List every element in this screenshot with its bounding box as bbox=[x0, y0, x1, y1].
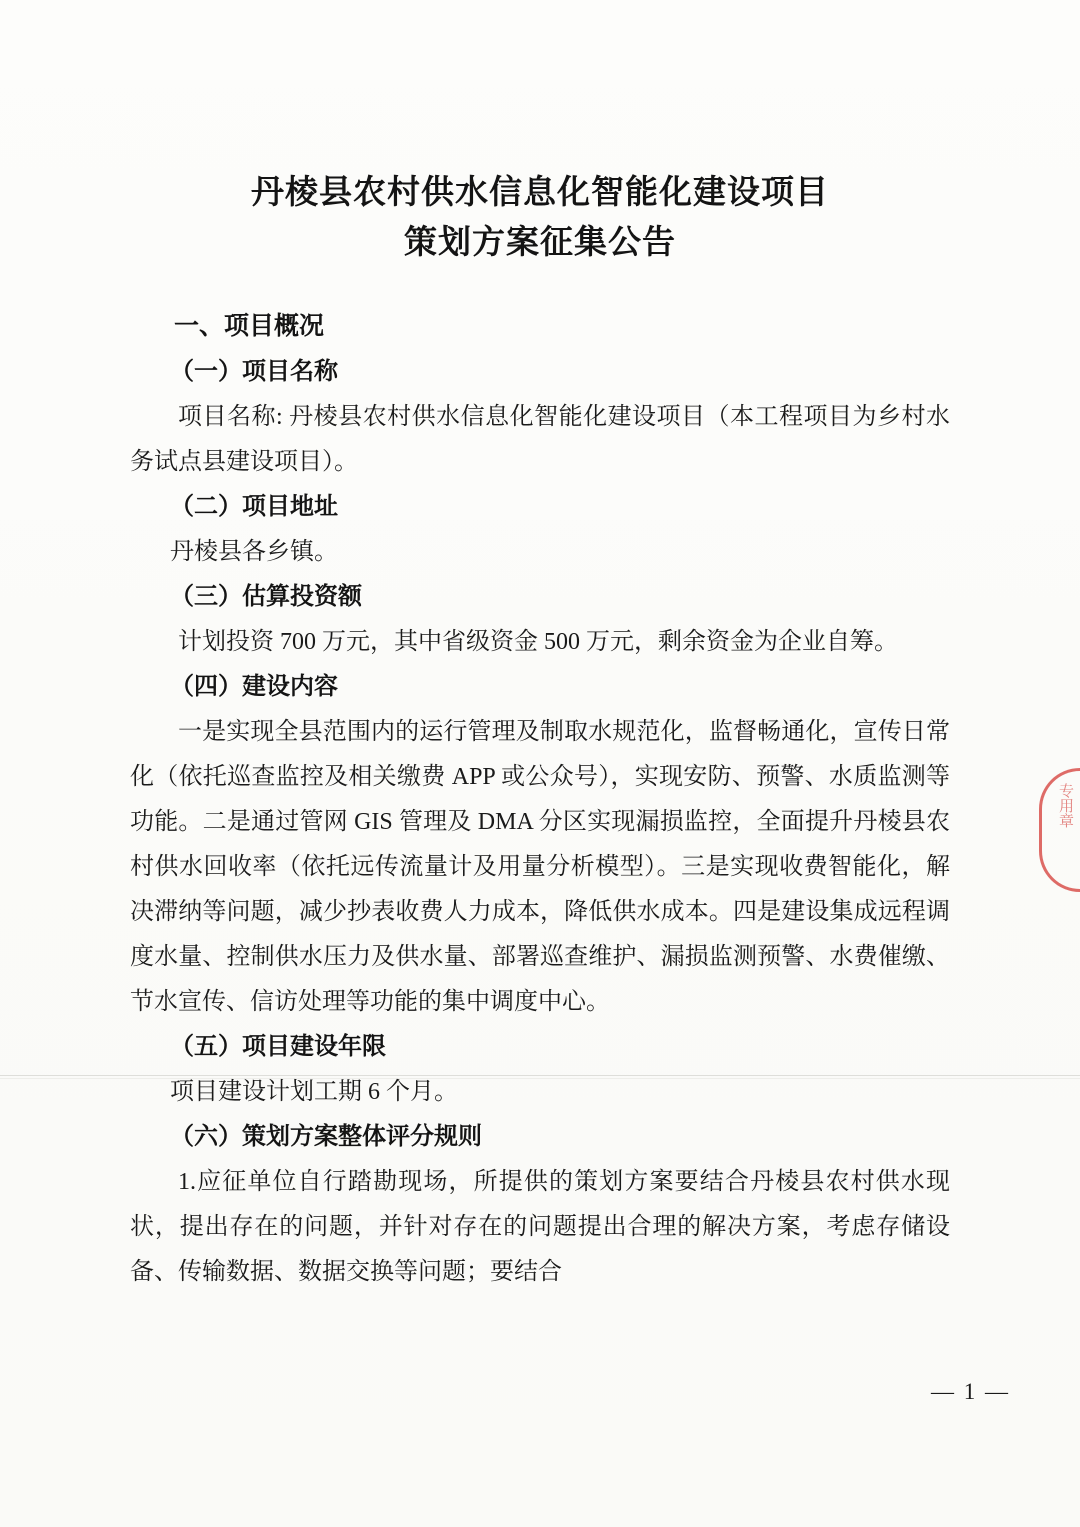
document-title-line-1: 丹棱县农村供水信息化智能化建设项目 bbox=[251, 175, 829, 211]
document-title bbox=[130, 0, 950, 268]
paragraph-project-name: 项目名称: 丹棱县农村供水信息化智能化建设项目（本工程项目为乡村水务试点县建设项目）。 bbox=[130, 404, 950, 475]
paragraph-scoring-rules: 1.应征单位自行踏勘现场，所提供的策划方案要结合丹棱县农村供水现状，提出存在的问题，并针对存在的问题提出合理的解决方案，考虑存储设备、传输数据、数据交换等问题；要结合 bbox=[130, 1169, 950, 1285]
subsection-heading-construction-period: （五）项目建设年限 bbox=[170, 1034, 386, 1060]
subsection-heading-investment-estimate: （三）估算投资额 bbox=[170, 584, 362, 610]
paragraph-investment-estimate: 计划投资 700 万元，其中省级资金 500 万元，剩余资金为企业自筹。 bbox=[178, 629, 898, 655]
official-seal-stamp bbox=[1039, 768, 1080, 892]
subsection-heading-project-address: （二）项目地址 bbox=[170, 494, 338, 520]
paragraph-project-address: 丹棱县各乡镇。 bbox=[170, 539, 338, 565]
paragraph-construction-content: 一是实现全县范围内的运行管理及制取水规范化，监督畅通化，宣传日常化（依托巡查监控及相关缴费 APP 或公众号），实现安防、预警、水质监测等功能。二是通过管网 GIS 管理及 DMA 分区实现漏损监控，全面提升丹棱县农村供水回收率（依托远传流量计及用量分析模型）。三是实现收费智能化，解决滞纳等问题，减少抄表收费人力成本，降低供水成本。四是建设集成远程调度水量、控制供水压力及供水量、部署巡查维护、漏损监测预警、水费催缴、节水宣传、信访处理等功能的集中调度中心。 bbox=[130, 719, 950, 1015]
section-heading-project-overview: 一、项目概况 bbox=[174, 313, 325, 340]
subsection-heading-project-name: （一）项目名称 bbox=[170, 359, 338, 385]
page-number: — 1 — bbox=[931, 1379, 1010, 1404]
subsection-heading-scoring-rules: （六）策划方案整体评分规则 bbox=[170, 1124, 482, 1150]
paragraph-construction-period: 项目建设计划工期 6 个月。 bbox=[170, 1079, 458, 1105]
official-seal-text: 专用章 bbox=[1057, 783, 1073, 828]
subsection-heading-construction-content: （四）建设内容 bbox=[170, 674, 338, 700]
document-title-line-2: 策划方案征集公告 bbox=[404, 225, 676, 261]
document-content bbox=[130, 0, 950, 1527]
